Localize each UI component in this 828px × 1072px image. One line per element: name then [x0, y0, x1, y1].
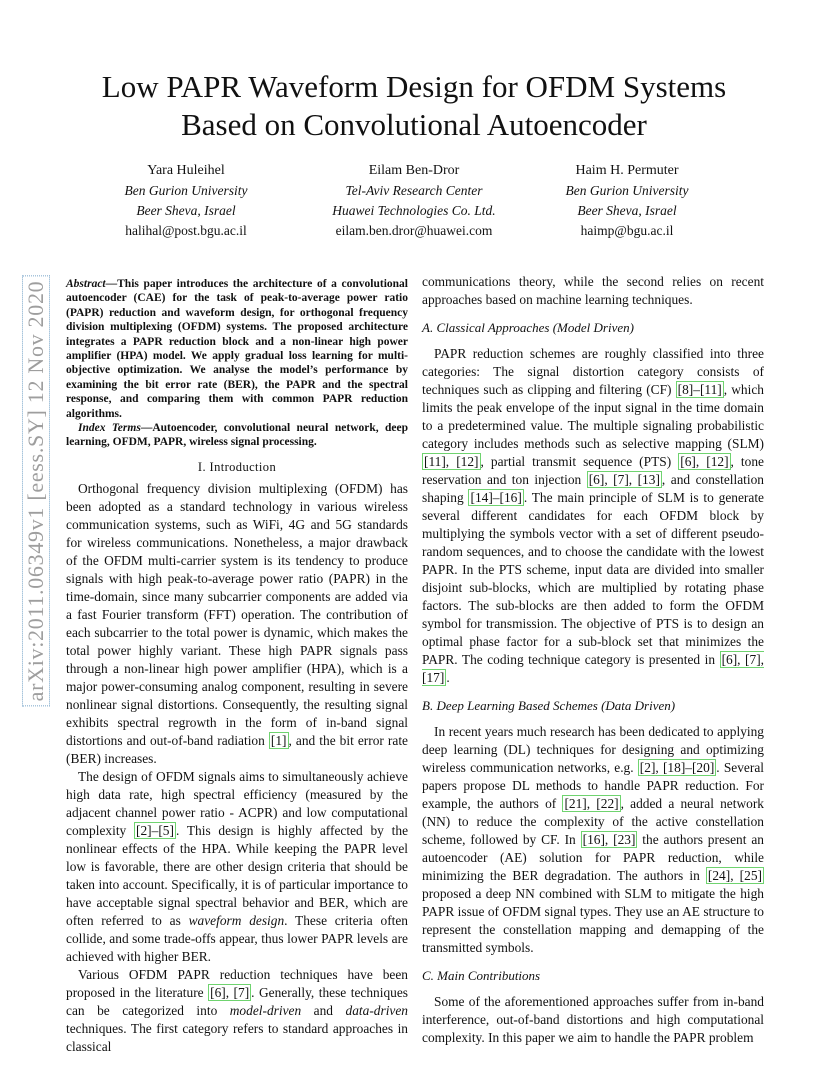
author-name: Eilam Ben-Dror — [368, 163, 460, 178]
text-run: techniques. The first category refers to standard approaches in classical — [66, 1020, 408, 1054]
text-run: In recent years much research has been dedicated to applying deep learning (DL) techniques for designing and optimizing wireless communication networks, e.g. — [422, 724, 764, 775]
author-name: Yara Huleihel — [147, 163, 225, 178]
author-email[interactable]: haimp@bgu.ac.il — [580, 223, 674, 238]
paper-title — [60, 68, 768, 144]
intro-paragraph-1 — [66, 480, 408, 768]
author-email[interactable]: eilam.ben.dror@huawei.com — [335, 223, 493, 238]
author-affiliation: Ben Gurion University — [565, 183, 689, 198]
text-run: . These criteria often collide, and some trade-offs appear, thus lower PAPR levels are achieved with higher BER. — [66, 912, 409, 964]
author-block — [66, 161, 306, 241]
text-run: , and the bit error rate (BER) increases. — [66, 732, 408, 766]
emphasis-text: waveform design — [188, 912, 285, 928]
author-affiliation: Tel-Aviv Research Center — [345, 183, 483, 198]
subsection-b-paragraph — [422, 723, 764, 957]
citation-link[interactable]: [11], [12] — [424, 454, 479, 469]
citation-link[interactable]: [8]–[11] — [677, 382, 722, 397]
text-run: , tone reservation and ton injection — [422, 454, 764, 487]
subsection-c-paragraph: Some of the aforementioned approaches suffer from in-band interference, out-of-band distortions and high computational complexity. In this paper we aim to handle the PAPR problem — [422, 994, 764, 1045]
text-run: , partial transmit sequence (PTS) — [480, 454, 679, 469]
text-run: , which limits the peak envelope of the input signal in the time domain to a predetermined value. The multiple signaling probabilistic category includes methods such as selective mapping (SLM) — [422, 382, 764, 451]
citation-link[interactable]: [1] — [270, 732, 287, 748]
title-line-1: Low PAPR Waveform Design for OFDM Systems — [101, 69, 727, 104]
citation-link[interactable]: [21], [22] — [564, 796, 619, 811]
title-line-2: Based on Convolutional Autoencoder — [181, 107, 647, 142]
text-run: proposed a deep NN combined with SLM to mitigate the high PAPR issue of OFDM signal types. They use an AE structure to represent the constellation mapping and demapping of the transmitted symbols. — [422, 886, 764, 955]
text-run: . The main principle of SLM is to generate several different candidates for each OFDM block by multiplying the symbols vector with a set of different pseudo-random sequences, and to choose the candidate with the lowest PAPR. In the PTS scheme, input data are divided into smaller disjoint sub-blocks, which are multiplied by rotating phase factors. The sub-blocks are then added to form the OFDM symbol for transmission. The objective of PTS is to design an optimal phase factor for a sub-block set that minimizes the PAPR. The coding technique category is presented in — [422, 490, 764, 667]
text-run: Various OFDM PAPR reduction techniques have been proposed in the literature — [66, 966, 408, 1000]
citation-link[interactable]: [6], [12] — [680, 454, 729, 469]
text-run: , added a neural network (NN) to reduce the complexity of the active constellation scheme, followed by CF. In — [422, 796, 764, 847]
arxiv-identifier[interactable]: arXiv:2011.06349v1 [eess.SY] 12 Nov 2020 — [22, 276, 50, 707]
citation-link[interactable]: [2], [18]–[20] — [639, 760, 715, 775]
author-email[interactable]: halihal@post.bgu.ac.il — [125, 223, 247, 238]
text-run: PAPR reduction schemes are roughly classified into three categories: The signal distortion category consists of techniques such as clipping and filtering (CF) — [422, 346, 764, 397]
left-column — [66, 273, 408, 1056]
author-block — [294, 161, 534, 241]
text-run: The design of OFDM signals aims to simultaneously achieve high data rate, high spectral efficiency (measured by the adjacent channel power ratio - ACPR) and low computational complexity — [66, 768, 408, 838]
subsection-heading-b: B. Deep Learning Based Schemes (Data Driven) — [422, 698, 676, 713]
text-run: the authors present an autoencoder (AE) solution for PAPR reduction, while minimizing the BER degradation. The authors in — [422, 832, 764, 883]
citation-link[interactable]: [2]–[5] — [136, 822, 174, 838]
index-terms-text: —Autoencoder, convolutional neural network, deep learning, OFDM, PAPR, wireless signal processing. — [66, 422, 408, 449]
text-run: , and constellation shaping — [422, 472, 764, 505]
index-terms-label: Index Terms — [78, 422, 141, 435]
emphasis-text: data-driven — [345, 1002, 408, 1018]
author-location: Beer Sheva, Israel — [136, 203, 236, 218]
text-run: . Generally, these techniques can be categorized into — [66, 984, 408, 1018]
citation-link[interactable]: [6], [7], [17] — [422, 652, 764, 685]
citation-link[interactable]: [14]–[16] — [470, 490, 522, 505]
author-affiliation: Ben Gurion University — [124, 183, 248, 198]
citation-link[interactable]: [16], [23] — [582, 832, 636, 847]
right-column — [422, 273, 764, 1047]
text-run: . This design is highly affected by the nonlinear effects of the HPA. While keeping the PAPR level low is favorable, there are other design criteria that should be taken into account. Specifically, it is of particular importance to have acceptable signal spectral behavior and BER, which are often referred to as — [66, 822, 409, 928]
author-location: Huawei Technologies Co. Ltd. — [332, 203, 496, 218]
subsection-heading-a: A. Classical Approaches (Model Driven) — [422, 320, 634, 335]
subsection-heading-c: C. Main Contributions — [422, 968, 541, 983]
arxiv-stamp[interactable] — [21, 237, 51, 745]
author-block — [507, 161, 747, 241]
intro-continuation: communications theory, while the second relies on recent approaches based on machine learning techniques. — [422, 274, 764, 307]
author-location: Beer Sheva, Israel — [577, 203, 677, 218]
abstract-text: —This paper introduces the architecture of a convolutional autoencoder (CAE) for the task of peak-to-average power ratio (PAPR) reduction and waveform design, for orthogonal frequency division multiplexing (OFDM) systems. The proposed architecture integrates a PAPR reduction block and a non-linear high power amplifier (HPA) model. We apply gradual loss learning for multi-objective optimization. We analyse the model’s performance by examining the bit error rate (BER), the PAPR and the spectral response, and comparing them with common PAPR reduction algorithms. — [66, 278, 408, 420]
abstract — [66, 277, 408, 421]
text-run: . Several papers propose DL methods to handle PAPR reduction. For example, the authors of — [422, 760, 764, 811]
emphasis-text: model-driven — [229, 1002, 302, 1018]
citation-link[interactable]: [6], [7], [13] — [588, 472, 660, 487]
text-run: Orthogonal frequency division multiplexing (OFDM) has been adopted as a standard technology in various wireless communication systems, such as WiFi, 4G and 5G standards for wireless communications. Nonetheless, a major drawback of the OFDM multi-carrier system is its tendency to produce signals with high peak-to-average power ratio (PAPR) in the time-domain, since many subcarrier components are added via a fast Fourier transform (FFT) operation. The contribution of each subcarrier to the total power is dynamic, which makes the total power highly variant. These high PAPR signals pass through a non-linear high power amplifier (HPA), which is a major power-consuming analog component, resulting in severe nonlinear signal distortions. Consequently, the resulting signal exhibits spectral regrowth in the form of in-band signal distortions and out-of-band radiation — [66, 480, 408, 748]
index-terms — [66, 421, 408, 450]
intro-paragraph-3 — [66, 966, 408, 1056]
intro-paragraph-2 — [66, 768, 408, 966]
abstract-label: Abstract — [66, 278, 106, 290]
author-name: Haim H. Permuter — [575, 163, 679, 178]
subsection-a-paragraph — [422, 345, 764, 687]
text-run: . — [446, 670, 450, 685]
citation-link[interactable]: [6], [7] — [210, 984, 250, 1000]
citation-link[interactable]: [24], [25] — [707, 868, 762, 883]
text-run: and — [301, 1002, 346, 1018]
section-heading-introduction: I. Introduction — [197, 459, 277, 474]
